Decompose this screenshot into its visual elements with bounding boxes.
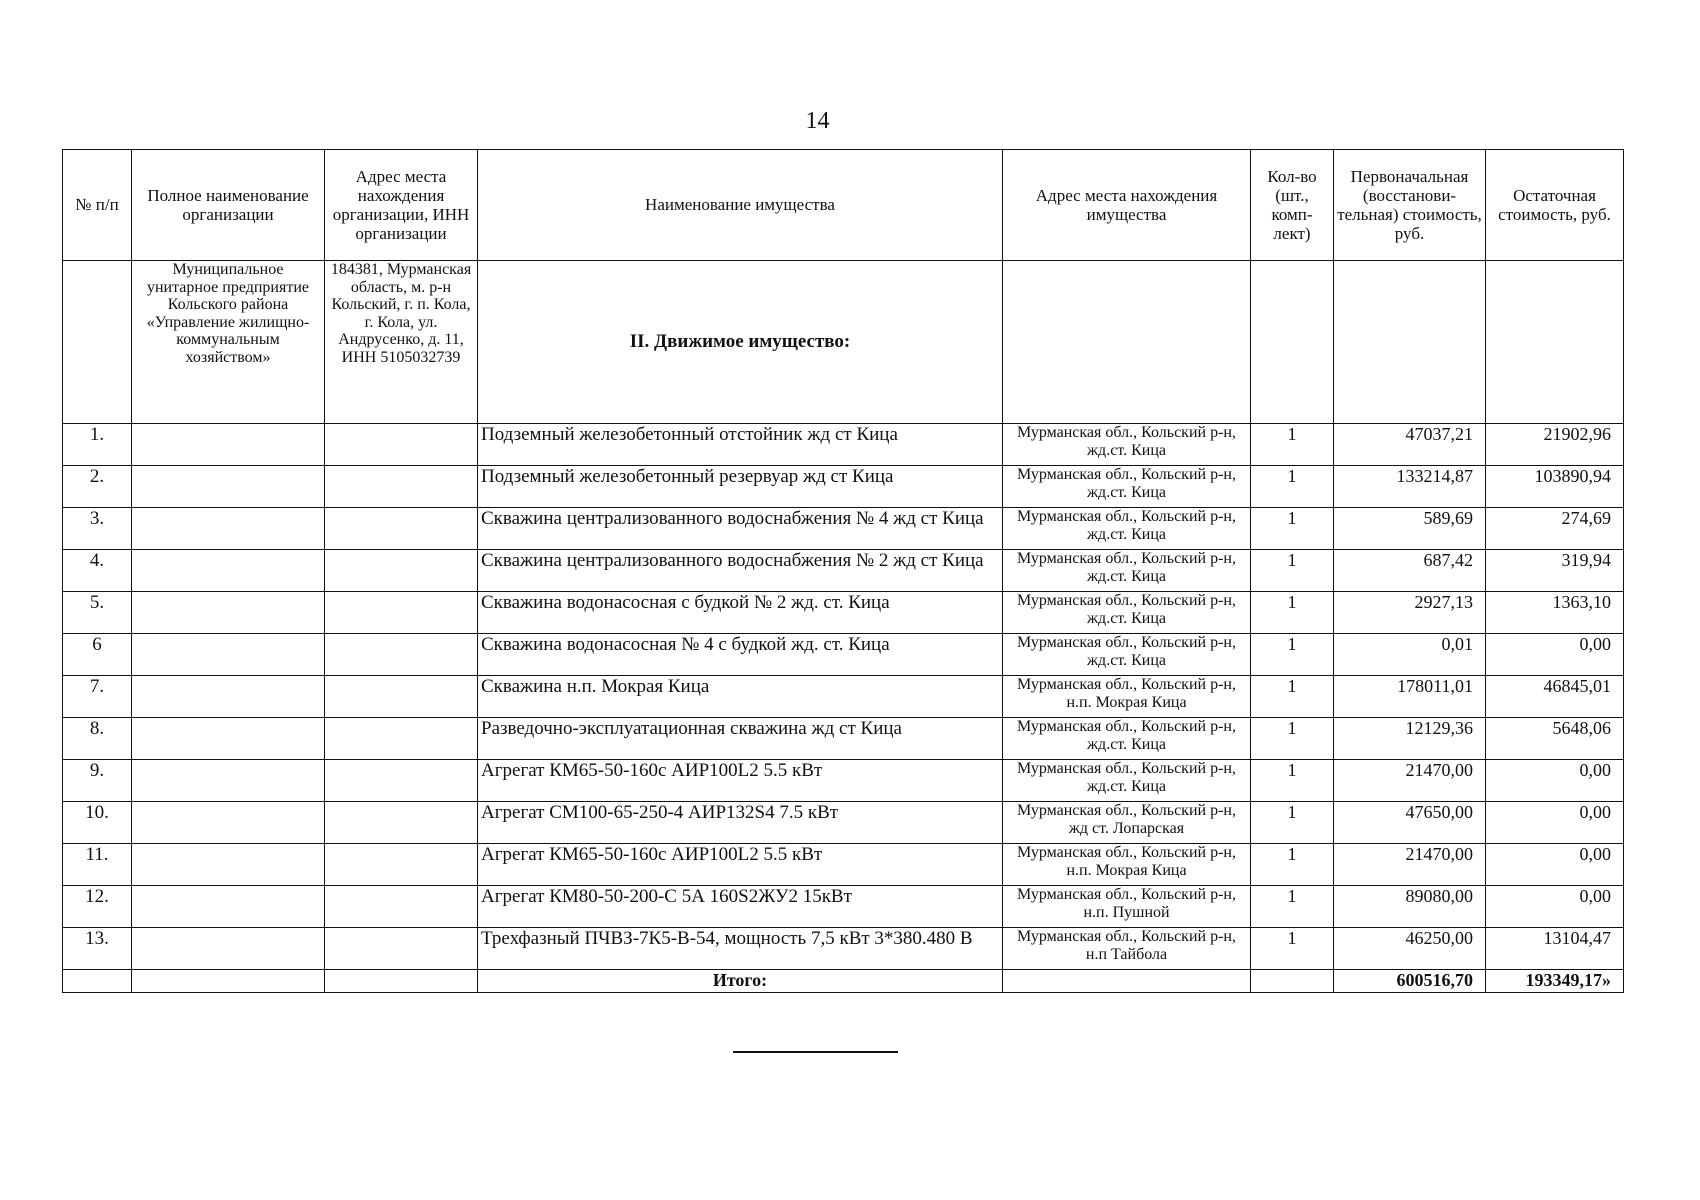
- section-title: II. Движимое имущество:: [478, 261, 1003, 424]
- row-num: 12.: [63, 886, 132, 928]
- row-property-name: Скважина централизованного водоснабжения № 2 жд ст Кица: [478, 550, 1003, 592]
- row-qty: 1: [1251, 760, 1334, 802]
- table-row: [63, 802, 1624, 844]
- row-property-address: Мурманская обл., Кольский р-н, жд.ст. Кица: [1003, 634, 1251, 676]
- total-label: Итого:: [478, 970, 1003, 993]
- row-initial-cost: 89080,00: [1334, 886, 1486, 928]
- total-empty-num: [63, 970, 132, 993]
- row-initial-cost: 133214,87: [1334, 466, 1486, 508]
- row-property-name: Скважина централизованного водоснабжения № 4 жд ст Кица: [478, 508, 1003, 550]
- header-qty: Кол-во (шт., комп-лект): [1251, 150, 1334, 261]
- row-residual-cost: 21902,96: [1486, 424, 1624, 466]
- row-num: 7.: [63, 676, 132, 718]
- org-row-empty-initial: [1334, 261, 1486, 424]
- row-initial-cost: 589,69: [1334, 508, 1486, 550]
- row-empty-org: [132, 550, 325, 592]
- row-residual-cost: 0,00: [1486, 760, 1624, 802]
- row-qty: 1: [1251, 886, 1334, 928]
- row-empty-org: [132, 844, 325, 886]
- row-qty: 1: [1251, 466, 1334, 508]
- total-empty-qty: [1251, 970, 1334, 993]
- row-residual-cost: 0,00: [1486, 634, 1624, 676]
- row-empty-org: [132, 634, 325, 676]
- row-qty: 1: [1251, 508, 1334, 550]
- row-initial-cost: 21470,00: [1334, 844, 1486, 886]
- page-number: 14: [805, 108, 830, 134]
- table-row: [63, 592, 1624, 634]
- row-property-name: Подземный железобетонный отстойник жд ст Кица: [478, 424, 1003, 466]
- row-empty-org: [132, 508, 325, 550]
- row-num: 10.: [63, 802, 132, 844]
- row-empty-org-address: [325, 592, 478, 634]
- table-row: [63, 760, 1624, 802]
- total-empty-org: [132, 970, 325, 993]
- row-property-name: Агрегат КМ80-50-200-С 5А 160S2ЖУ2 15кВт: [478, 886, 1003, 928]
- row-empty-org: [132, 592, 325, 634]
- total-row: [63, 970, 1624, 993]
- row-qty: 1: [1251, 676, 1334, 718]
- row-empty-org-address: [325, 550, 478, 592]
- row-initial-cost: 0,01: [1334, 634, 1486, 676]
- total-empty-org-address: [325, 970, 478, 993]
- row-empty-org-address: [325, 886, 478, 928]
- row-num: 13.: [63, 928, 132, 970]
- table-row: [63, 634, 1624, 676]
- row-qty: 1: [1251, 592, 1334, 634]
- total-initial-cost: 600516,70: [1334, 970, 1486, 993]
- row-property-name: Агрегат СМ100-65-250-4 АИР132S4 7.5 кВт: [478, 802, 1003, 844]
- row-property-name: Агрегат КМ65-50-160с АИР100L2 5.5 кВт: [478, 760, 1003, 802]
- row-empty-org: [132, 928, 325, 970]
- row-residual-cost: 319,94: [1486, 550, 1624, 592]
- row-property-address: Мурманская обл., Кольский р-н, жд.ст. Кица: [1003, 466, 1251, 508]
- row-property-address: Мурманская обл., Кольский р-н, жд ст. Лопарская: [1003, 802, 1251, 844]
- row-qty: 1: [1251, 424, 1334, 466]
- table-body: [63, 261, 1624, 993]
- bottom-divider: [733, 1051, 898, 1053]
- row-initial-cost: 46250,00: [1334, 928, 1486, 970]
- org-row-empty-qty: [1251, 261, 1334, 424]
- row-property-name: Разведочно-эксплуатационная скважина жд ст Кица: [478, 718, 1003, 760]
- row-residual-cost: 0,00: [1486, 886, 1624, 928]
- row-property-address: Мурманская обл., Кольский р-н, н.п. Мокрая Кица: [1003, 844, 1251, 886]
- table-row: [63, 886, 1624, 928]
- row-property-name: Подземный железобетонный резервуар жд ст Кица: [478, 466, 1003, 508]
- row-empty-org-address: [325, 844, 478, 886]
- row-empty-org-address: [325, 508, 478, 550]
- header-residual-cost: Остаточная стоимость, руб.: [1486, 150, 1624, 261]
- row-num: 6: [63, 634, 132, 676]
- row-empty-org-address: [325, 466, 478, 508]
- row-property-address: Мурманская обл., Кольский р-н, н.п. Пушной: [1003, 886, 1251, 928]
- row-property-address: Мурманская обл., Кольский р-н, жд.ст. Кица: [1003, 718, 1251, 760]
- row-empty-org: [132, 802, 325, 844]
- row-property-name: Скважина н.п. Мокрая Кица: [478, 676, 1003, 718]
- row-property-address: Мурманская обл., Кольский р-н, жд.ст. Кица: [1003, 760, 1251, 802]
- row-property-address: Мурманская обл., Кольский р-н, жд.ст. Кица: [1003, 550, 1251, 592]
- row-empty-org-address: [325, 928, 478, 970]
- row-property-name: Трехфазный ПЧВЗ-7К5-В-54, мощность 7,5 кВт 3*380.480 В: [478, 928, 1003, 970]
- row-property-address: Мурманская обл., Кольский р-н, н.п. Мокрая Кица: [1003, 676, 1251, 718]
- row-residual-cost: 274,69: [1486, 508, 1624, 550]
- table-row: [63, 718, 1624, 760]
- header-property-address: Адрес места нахождения имущества: [1003, 150, 1251, 261]
- row-initial-cost: 687,42: [1334, 550, 1486, 592]
- row-residual-cost: 46845,01: [1486, 676, 1624, 718]
- row-residual-cost: 0,00: [1486, 844, 1624, 886]
- row-qty: 1: [1251, 928, 1334, 970]
- row-initial-cost: 21470,00: [1334, 760, 1486, 802]
- row-residual-cost: 0,00: [1486, 802, 1624, 844]
- table-row: [63, 928, 1624, 970]
- table-row: [63, 466, 1624, 508]
- row-empty-org-address: [325, 718, 478, 760]
- row-initial-cost: 12129,36: [1334, 718, 1486, 760]
- row-qty: 1: [1251, 634, 1334, 676]
- row-empty-org-address: [325, 802, 478, 844]
- header-initial-cost: Первоначальная (восстанови-тельная) стоимость, руб.: [1334, 150, 1486, 261]
- row-num: 3.: [63, 508, 132, 550]
- row-empty-org-address: [325, 760, 478, 802]
- table-row: [63, 550, 1624, 592]
- header-org-address: Адрес места нахождения организации, ИНН организации: [325, 150, 478, 261]
- row-empty-org: [132, 676, 325, 718]
- row-property-address: Мурманская обл., Кольский р-н, жд.ст. Кица: [1003, 508, 1251, 550]
- row-property-name: Агрегат КМ65-50-160с АИР100L2 5.5 кВт: [478, 844, 1003, 886]
- row-property-name: Скважина водонасосная с будкой № 2 жд. ст. Кица: [478, 592, 1003, 634]
- row-property-address: Мурманская обл., Кольский р-н, н.п Тайбола: [1003, 928, 1251, 970]
- total-empty-address: [1003, 970, 1251, 993]
- row-qty: 1: [1251, 844, 1334, 886]
- organization-address: 184381, Мурманская область, м. р-н Кольский, г. п. Кола, г. Кола, ул. Андрусенко, д. 11, ИНН 5105032739: [325, 261, 478, 424]
- header-num: № п/п: [63, 150, 132, 261]
- row-residual-cost: 1363,10: [1486, 592, 1624, 634]
- row-property-name: Скважина водонасосная № 4 с будкой жд. ст. Кица: [478, 634, 1003, 676]
- header-property-name: Наименование имущества: [478, 150, 1003, 261]
- row-qty: 1: [1251, 802, 1334, 844]
- row-residual-cost: 5648,06: [1486, 718, 1624, 760]
- row-empty-org-address: [325, 424, 478, 466]
- row-property-address: Мурманская обл., Кольский р-н, жд.ст. Кица: [1003, 592, 1251, 634]
- row-initial-cost: 2927,13: [1334, 592, 1486, 634]
- org-row-empty-address: [1003, 261, 1251, 424]
- table-row: [63, 844, 1624, 886]
- row-residual-cost: 103890,94: [1486, 466, 1624, 508]
- row-empty-org: [132, 886, 325, 928]
- row-property-address: Мурманская обл., Кольский р-н, жд.ст. Кица: [1003, 424, 1251, 466]
- row-num: 9.: [63, 760, 132, 802]
- row-num: 5.: [63, 592, 132, 634]
- row-empty-org: [132, 760, 325, 802]
- row-num: 11.: [63, 844, 132, 886]
- row-initial-cost: 178011,01: [1334, 676, 1486, 718]
- organization-name: Муниципальное унитарное предприятие Кольского района «Управление жилищно-коммунальным хозяйством»: [132, 261, 325, 424]
- table-row: [63, 508, 1624, 550]
- row-num: 8.: [63, 718, 132, 760]
- row-empty-org: [132, 466, 325, 508]
- row-initial-cost: 47037,21: [1334, 424, 1486, 466]
- row-num: 1.: [63, 424, 132, 466]
- table-row: [63, 424, 1624, 466]
- row-residual-cost: 13104,47: [1486, 928, 1624, 970]
- org-row-num: [63, 261, 132, 424]
- property-table: [62, 149, 1624, 993]
- total-residual-cost: 193349,17»: [1486, 970, 1624, 993]
- org-row-empty-residual: [1486, 261, 1624, 424]
- row-empty-org-address: [325, 676, 478, 718]
- row-initial-cost: 47650,00: [1334, 802, 1486, 844]
- row-num: 4.: [63, 550, 132, 592]
- table-row: [63, 676, 1624, 718]
- row-qty: 1: [1251, 550, 1334, 592]
- row-empty-org: [132, 424, 325, 466]
- row-empty-org-address: [325, 634, 478, 676]
- row-empty-org: [132, 718, 325, 760]
- table-header-row: [63, 150, 1624, 261]
- header-org-name: Полное наименование организации: [132, 150, 325, 261]
- row-qty: 1: [1251, 718, 1334, 760]
- organization-row: [63, 261, 1624, 424]
- row-num: 2.: [63, 466, 132, 508]
